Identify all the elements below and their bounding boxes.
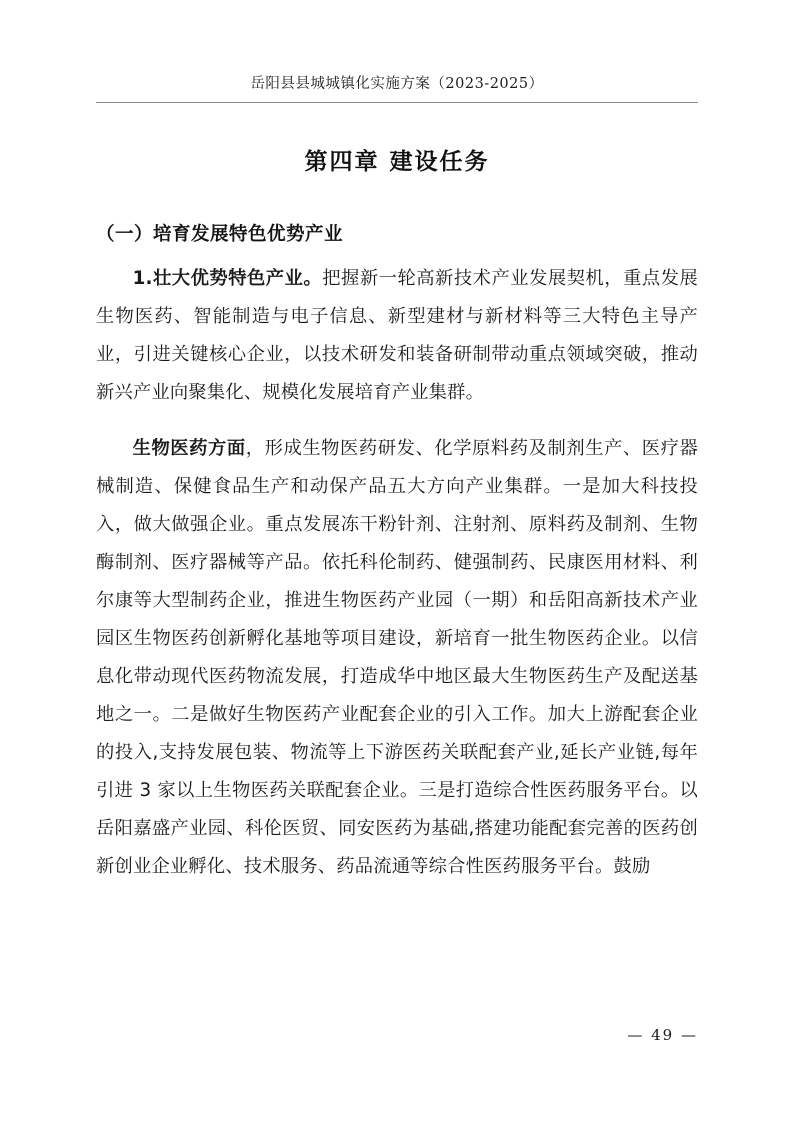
paragraph-2-lead: 生物医药方面 xyxy=(132,438,246,460)
section-heading: （一）培育发展特色优势产业 xyxy=(96,224,344,245)
paragraph-2 xyxy=(96,430,698,886)
header-divider xyxy=(96,102,698,103)
running-header: 岳阳县县城城镇化实施方案（2023-2025） xyxy=(250,76,544,92)
chapter-title: 第四章 建设任务 xyxy=(304,149,490,175)
paragraph-1-lead: 1.壮大优势特色产业。 xyxy=(132,268,323,289)
paragraph-2-text: ，形成生物医药研发、化学原料药及制剂生产、医疗器械制造、保健食品生产和动保产品五大方向产业集群。一是加大科技投入，做大做强企业。重点发展冻干粉针剂、注射剂、原料药及制剂、生物酶制剂、医疗器械等产品。依托科伦制药、健强制药、民康医用材料、利尔康等大型制药企业，推进生物医药产业园（一期）和岳阳高新技术产业园区生物医药创新孵化基地等项目建设，新培育一批生物医药企业。以信息化带动现代医药物流发展，打造成华中地区最大生物医药生产及配送基地之一。二是做好生物医药产业配套企业的引入工作。加大上游配套企业的投入,支持发展包装、物流等上下游医药关联配套产业,延长产业链,每年引进 3 家以上生物医药关联配套企业。三是打造综合性医药服务平台。以岳阳嘉盛产业园、科伦医贸、同安医药为基础,搭建功能配套完善的医药创新创业企业孵化、技术服务、药品流通等综合性医药服务平台。鼓励 xyxy=(96,438,698,878)
paragraph-1-text: 把握新一轮高新技术产业发展契机，重点发展生物医药、智能制造与电子信息、新型建材与新材料等三大特色主导产业，引进关键核心企业，以技术研发和装备研制带动重点领域突破，推动新兴产业向聚集化、规模化发展培育产业集群。 xyxy=(96,268,699,403)
paragraph-1 xyxy=(96,260,698,412)
page-footer xyxy=(0,1026,794,1044)
page-number: — 49 — xyxy=(627,1026,698,1044)
